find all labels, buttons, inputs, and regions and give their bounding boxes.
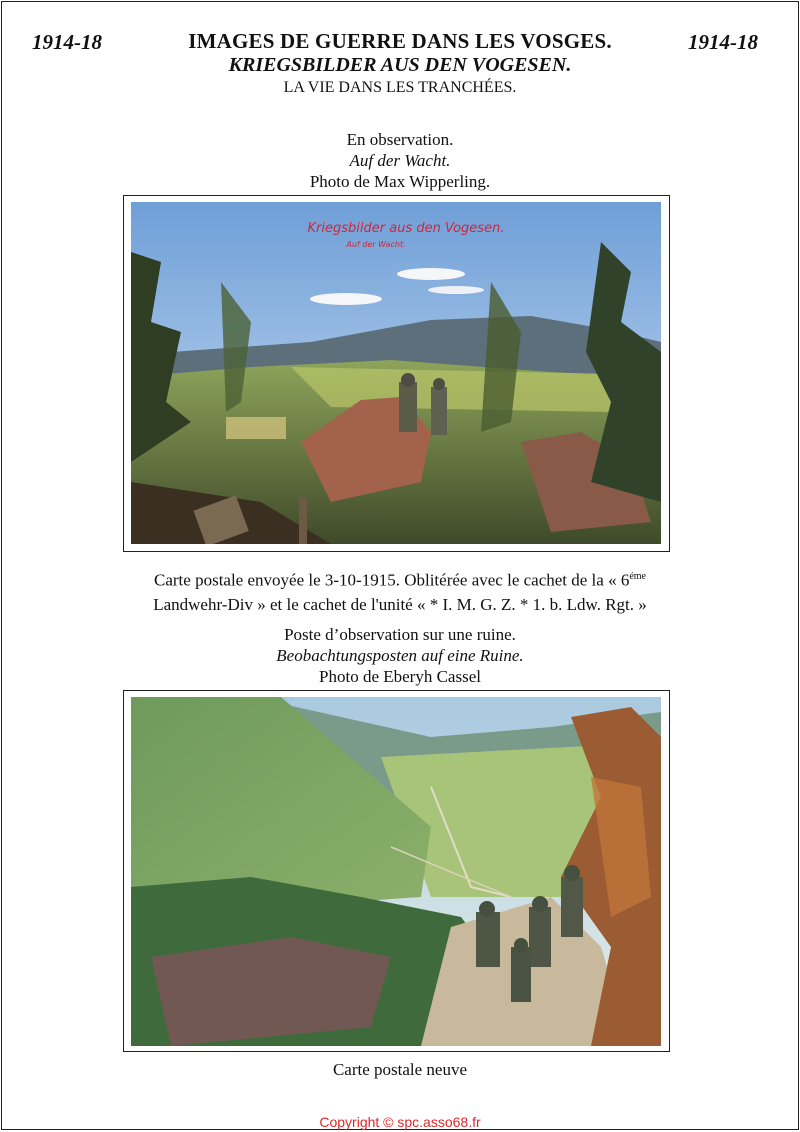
page-title-german: KRIEGSBILDER AUS DEN VOGESEN. (228, 54, 572, 76)
copyright-link[interactable]: Copyright © spc.asso68.fr (319, 1114, 481, 1130)
card1-caption-de: Auf der Wacht. (349, 151, 451, 170)
card2-note: Carte postale neuve (332, 1060, 468, 1079)
card1-note-line1: Carte postale envoyée le 3-10-1915. Oblitérée avec le cachet de la « $6^{éme}$ (154, 570, 646, 590)
year-right: 1914-18 (688, 30, 758, 54)
card1-caption (2, 129, 798, 192)
card1-caption-fr: En observation. (346, 130, 454, 149)
card1-note-superscript: éme (629, 571, 646, 582)
card1-note-line2: Landwehr-Div » et le cachet de l'unité « * I. M. G. Z. * 1. b. Ldw. Rgt. » (153, 594, 647, 614)
album-page (1, 1, 799, 1130)
postcard-1-imprint-title: Kriegsbilder aus den Vogesen. (307, 221, 505, 236)
card2-photographer: Photo de Eberyh Cassel (319, 667, 481, 686)
postcard-1-frame (123, 195, 670, 552)
postcard-2-frame (123, 690, 670, 1052)
card1-note (2, 565, 798, 617)
card2-caption (2, 624, 798, 687)
postcard-1-imprint-subtitle: Auf der Wacht. (346, 240, 406, 249)
page-title: IMAGES DE GUERRE DANS LES VOSGES. (188, 29, 612, 53)
page-subtitle: LA VIE DANS LES TRANCHÉES. (283, 79, 517, 96)
postcard-1-image (131, 202, 661, 544)
card2-caption-fr: Poste d’observation sur une ruine. (284, 625, 516, 644)
postcard-2-image (131, 697, 661, 1046)
card1-photographer: Photo de Max Wipperling. (309, 172, 491, 191)
year-left: 1914-18 (32, 30, 102, 54)
card2-caption-de: Beobachtungsposten auf eine Ruine. (276, 646, 524, 665)
